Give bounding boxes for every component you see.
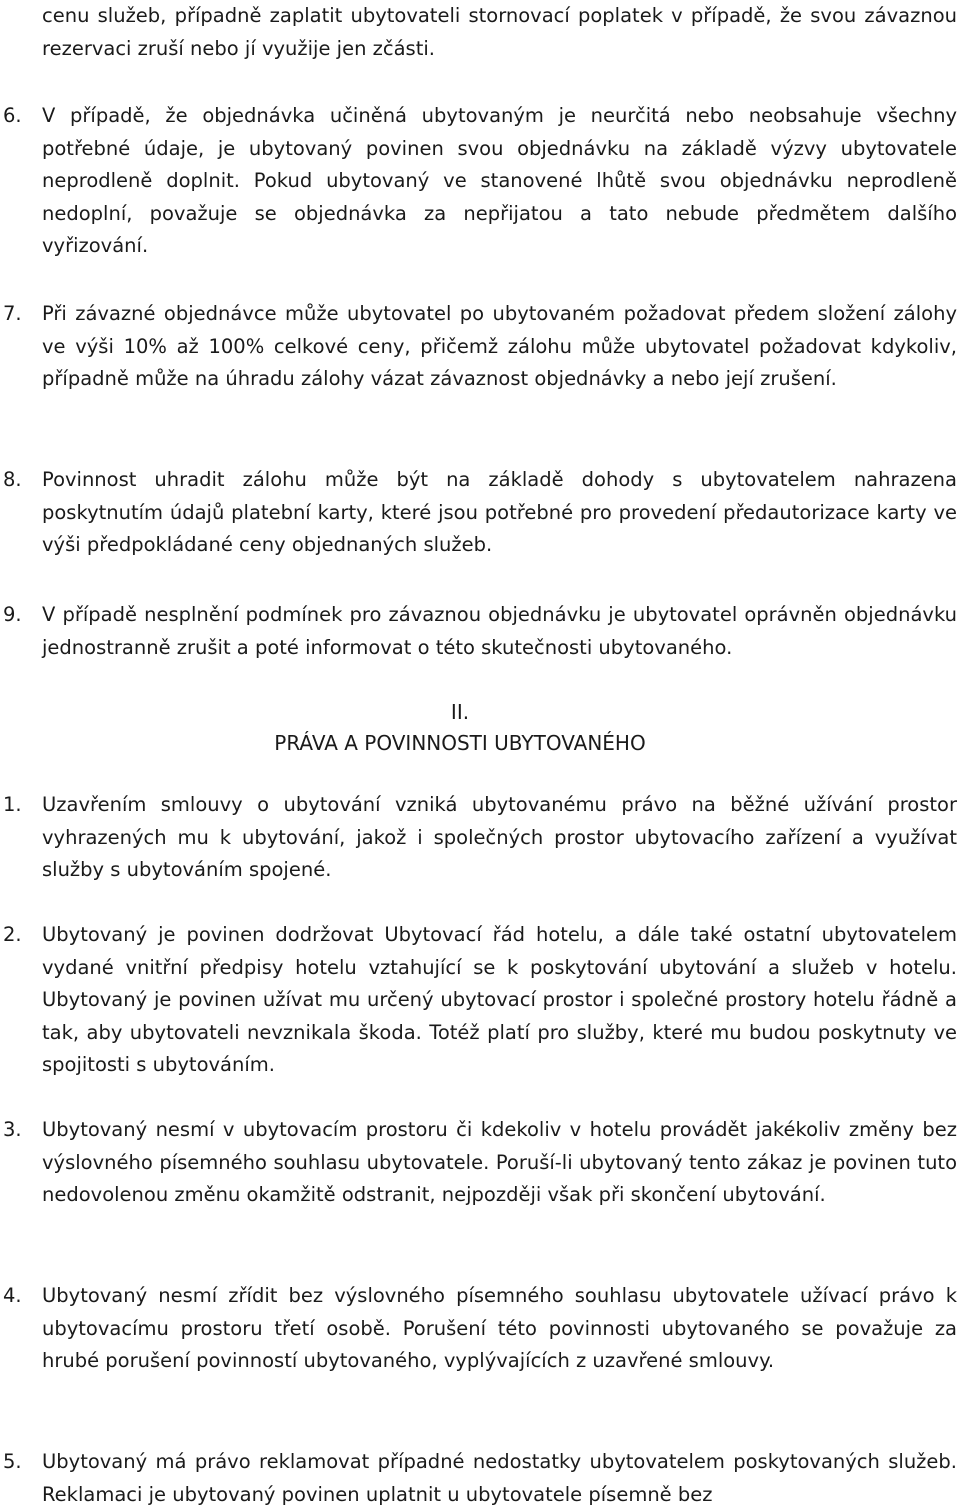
item-number: 5.	[3, 1450, 22, 1473]
item-text: Ubytovaný je povinen dodržovat Ubytovací řád hotelu, a dále také ostatní ubytovatelem vydané vnitřní předpisy hotelu vztahující se k poskytování ubytování a služeb v hotelu. Ubytovaný je povinen užívat mu určený ubytovací prostor i společné prostory hotelu řádně a tak, aby ubytovateli nevznikala škoda. Totéž platí pro služby, které mu budou poskytnuty ve spojitosti s ubytováním.	[42, 923, 957, 1076]
item-number: 1.	[3, 793, 22, 816]
item-text: Ubytovaný má právo reklamovat případné nedostatky ubytovatelem poskytovaných služeb. Reklamaci je ubytovaný povinen uplatnit u ubytovatele písemně bez	[42, 1450, 957, 1506]
item-text: Povinnost uhradit zálohu může být na základě dohody s ubytovatelem nahrazena poskytnutím údajů platební karty, které jsou potřebné pro provedení předautorizace karty ve výši předpokládané ceny objednaných služeb.	[42, 468, 957, 556]
item-number: 2.	[3, 923, 22, 946]
item-text: Při závazné objednávce může ubytovatel po ubytovaném požadovat předem složení zálohy ve výši 10% až 100% celkové ceny, přičemž zálohu může ubytovatel požadovat kdykoliv, případně může na úhradu zálohy vázat závaznost objednávky a nebo její zrušení.	[42, 302, 957, 390]
item-text: Ubytovaný nesmí v ubytovacím prostoru či kdekoliv v hotelu provádět jakékoliv změny bez výslovného písemného souhlasu ubytovatele. Poruší-li ubytovaný tento zákaz je povinen tuto nedovolenou změnu okamžitě odstranit, nejpozději však při skončení ubytování.	[42, 1118, 957, 1206]
section-numeral: II.	[450, 700, 470, 724]
item-text: Uzavřením smlouvy o ubytování vzniká ubytovanému právo na běžné užívání prostor vyhrazených mu k ubytování, jakož i společných prostor ubytovacího zařízení a využívat služby s ubytováním spojené.	[42, 793, 957, 881]
item-text: V případě nesplnění podmínek pro závaznou objednávku je ubytovatel oprávněn objednávku jednostranně zrušit a poté informovat o této skutečnosti ubytovaného.	[42, 603, 957, 659]
item-text: Ubytovaný nesmí zřídit bez výslovného písemného souhlasu ubytovatele užívací právo k ubytovacímu prostoru třetí osobě. Porušení této povinnosti ubytovaného se považuje za hrubé porušení povinností ubytovaného, vyplývajících z uzavřené smlouvy.	[42, 1284, 957, 1372]
item-number: 4.	[3, 1284, 22, 1307]
item-number: 9.	[3, 603, 22, 626]
item-number: 7.	[3, 302, 22, 325]
item-number: 6.	[3, 104, 22, 127]
intro-paragraph: cenu služeb, případně zaplatit ubytovateli stornovací poplatek v případě, že svou závaznou rezervaci zruší nebo jí využije jen zčásti.	[42, 4, 957, 60]
item-text: V případě, že objednávka učiněná ubytovaným je neurčitá nebo neobsahuje všechny potřebné údaje, je ubytovaný povinen svou objednávku na základě výzvy ubytovatele neprodleně doplnit. Pokud ubytovaný ve stanovené lhůtě svou objednávku neprodleně nedoplní, považuje se objednávka za nepřijatou a tato nebude předmětem dalšího vyřizování.	[42, 104, 957, 257]
section-title: PRÁVA A POVINNOSTI UBYTOVANÉHO	[274, 731, 646, 755]
item-number: 3.	[3, 1118, 22, 1141]
item-number: 8.	[3, 468, 22, 491]
